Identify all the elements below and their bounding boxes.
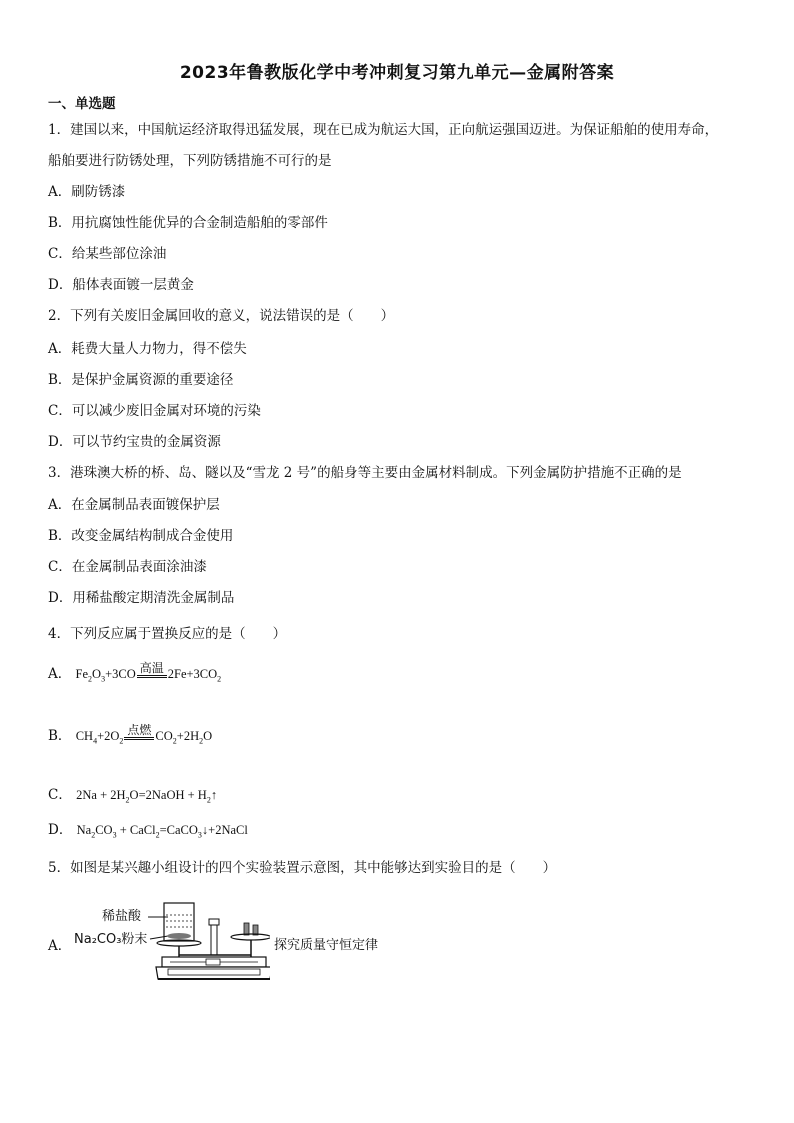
q4-option-d-formula: $Na_2CO_3$ + CaCl$_2$=CaCO$_3$↓+2NaCl bbox=[76, 823, 248, 840]
q5-option-a-label: A． bbox=[48, 938, 72, 954]
q4-b-condition: 点燃 bbox=[127, 723, 152, 737]
q4-option-a-formula: $Fe_2O_3+3CO$ 高温 $2Fe+3CO_2$ bbox=[75, 661, 222, 684]
q4-option-b-label: B． bbox=[48, 728, 72, 744]
reagent-top-label: 稀盐酸 bbox=[102, 909, 142, 924]
q1-option-a: A．刷防锈漆 bbox=[48, 184, 126, 200]
q1-option-c: C．给某些部位涂油 bbox=[48, 246, 167, 262]
q4-option-c bbox=[48, 783, 217, 805]
q4-a-condition: 高温 bbox=[139, 661, 164, 675]
q3-option-d: D．用稀盐酸定期清洗金属制品 bbox=[48, 590, 235, 606]
q4-stem: 4．下列反应属于置换反应的是（ ） bbox=[48, 626, 287, 642]
q2-option-b: B．是保护金属资源的重要途径 bbox=[48, 372, 234, 388]
q4-option-b-formula: $CH_4+2O_2$ 点燃 $CO_2+2H_2O$ bbox=[75, 723, 213, 746]
q4-option-c-label: C． bbox=[48, 787, 72, 803]
q1-stem-line2: 船舶要进行防锈处理，下列防锈措施不可行的是 bbox=[48, 153, 332, 169]
page-title: 2023年鲁教版化学中考冲刺复习第九单元—金属附答案 bbox=[179, 63, 615, 83]
q5-apparatus-figure bbox=[70, 895, 400, 995]
balance-icon bbox=[70, 895, 270, 995]
section-heading: 一、单选题 bbox=[48, 96, 116, 112]
q5-stem: 5．如图是某兴趣小组设计的四个实验装置示意图，其中能够达到实验目的是（ ） bbox=[48, 860, 557, 876]
q2-stem: 2．下列有关废旧金属回收的意义，说法错误的是（ ） bbox=[48, 308, 395, 324]
q1-stem-line1: 1．建国以来，中国航运经济取得迅猛发展，现在已成为航运大国，正向航运强国迈进。为保证船舶的使用寿命， bbox=[48, 122, 719, 138]
q1-option-d: D．船体表面镀一层黄金 bbox=[48, 277, 194, 293]
q2-option-d: D．可以节约宝贵的金属资源 bbox=[48, 434, 221, 450]
q3-option-a: A．在金属制品表面镀保护层 bbox=[48, 497, 220, 513]
q1-option-b: B．用抗腐蚀性能优异的合金制造船舶的零部件 bbox=[48, 215, 328, 231]
q4-option-b bbox=[48, 724, 212, 746]
q3-option-b: B．改变金属结构制成合金使用 bbox=[48, 528, 234, 544]
q4-option-d bbox=[48, 818, 248, 840]
q3-stem: 3．港珠澳大桥的桥、岛、隧以及“雪龙 2 号”的船身等主要由金属材料制成。下列金属防护措施不正确的是 bbox=[48, 465, 682, 481]
reagent-bottom-label: Na₂CO₃粉末 bbox=[74, 932, 148, 947]
q2-option-a: A．耗费大量人力物力，得不偿失 bbox=[48, 341, 247, 357]
q4-option-a bbox=[48, 662, 221, 684]
q4-option-a-label: A． bbox=[48, 666, 72, 682]
q4-option-d-label: D． bbox=[48, 822, 73, 838]
q4-option-c-formula: $2Na + 2H_2O=2NaOH$ + $H_2↑$ bbox=[76, 788, 218, 805]
q2-option-c: C．可以减少废旧金属对环境的污染 bbox=[48, 403, 261, 419]
q3-option-c: C．在金属制品表面涂油漆 bbox=[48, 559, 207, 575]
apparatus-caption: 探究质量守恒定律 bbox=[274, 938, 379, 953]
